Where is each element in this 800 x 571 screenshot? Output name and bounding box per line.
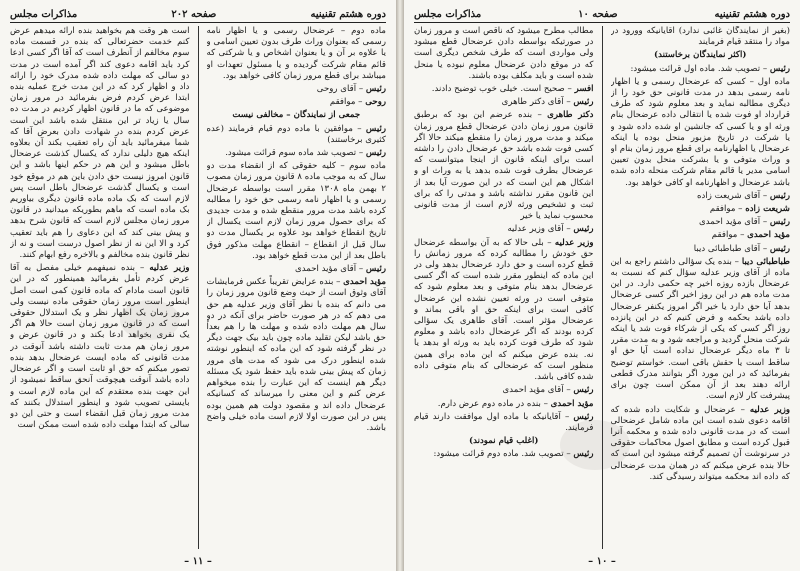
speech-text: – بنده در ماده دوم عرض دارم. (437, 398, 548, 409)
centered-note: (اکثر نمایندگان برخاستند) (654, 50, 747, 61)
speech-paragraph (414, 97, 594, 108)
paper-stain (120, 300, 180, 340)
speech-paragraph (207, 277, 387, 434)
speech-paragraph (414, 224, 594, 235)
right-page-columns (414, 26, 790, 549)
speaker-name: افسر (574, 84, 594, 95)
speech-text: – موافقم (711, 230, 745, 241)
right-page-header (414, 6, 790, 23)
column-divider (602, 26, 603, 549)
speech-paragraph (611, 64, 791, 75)
speech-text: – آقای وزیر عدلیه (507, 224, 571, 235)
speech-text: – بنده نمیفهمم خیلی مفصل به آقا عرض کردم تأمل بفرمائید همینطور که در این قانون است مادام که ماده قانون کمی است اصل اینطور است مرور زمان حقوقی ماده نیست ولی مرور زمان یک اظهار نظر و یک استدلال حقوقی است که در قانون مرور زمان است حالا هم اگر یک نفری بخواهد ادعا بکند و در قانون عرض و مرور زمان هم مدت ثابت داشته باشد آنوقت در مدت قانونی که ماده ایست عرضحال بدهد بنده تصور میکنم که حق او ثابت است و اگر عرضحال داده باشد آنوقت هیچوقت آنحق ساقط نمیشود از این جهت بنده معتقدم که این ماده لازم است و بایستی تصویب شود و اینطور استدلال بکنند که مدت مرور زمان قبل انقضاء است و حتی این دو سالی که ابتدا مهلت داده شده است ممکن است (10, 263, 190, 431)
speaker-name: طباطبائی دیبا (741, 256, 790, 267)
speech-text: – بنده عرایض تقریباً عکس فرمایشات آقای وثوق است از حیث وضع قانون مرور زمان را می دانم که بنده با نظر آقای وزیر عدلیه هم حق می دهم که در هر صورت حاضر برای آنکه در دو سال هم مهلت داده شده و مهلت ها را هم بعداً حق باشد لیکن تقلید ماده چون باید بیک جهت دیگر در نظر گرفته شود که این ماده که اینطور نوشته شده اینطور درک می شود که مدت های مرور زمان که پیش بینی شده باید حفظ شود یک مسئله دیگر هم اینست که این عبارت را بنده میخواهم عرض کنم و این معنی را میرساند که کسانیکه عرضحال داده اند و مقصود دولت هم همین بوده پس در این صورت اولا لازم است ماده خیلی واضح باشد. (206, 277, 386, 433)
header-title: مذاکرات مجلس (414, 8, 482, 20)
speaker-name: رئیس (573, 97, 594, 108)
right-page-number: – ۱۰ – (588, 556, 616, 567)
body-paragraph: است هر وقت هم بخواهید بنده ارائه میدهم عرض کنم خدمت حضرتعالی که بنده در قسمت ماده سوم مخالفم از آنطرف است که آقا اگر کسی ادعا کرد باید اقامه دعوی کند اگر آمده است در مدت دو سالی که مهلت داده شده مدرک خود را ارائه داد و اظهار کرد که در این مدت خرج عملیه بنده ابتدا عرض کردم فرض بفرمائید در مرور زمان موضوعی که ما در قانون اظهار کردیم در مدت ده سال یا زیاد تر این منتقل شده باشد این است عرض کردم بنده در شهادت دادن بعرض آقا که شما میفرمائید باید آن راه تعقیب بکند آن بعلاوه اینکه هیچ دلیلی ندارد که یکسال کذشت عرضحال باطل میشود و این هم در حکم اینها باشد و این قانون امروز نیست حق دادن باین هم در موقع خود است و یکسال گذشت عرضحال باطل است پس لازم است که بک ماده ماده قانون دیگری بیاوریم بک ماده است که ماهم بطوریکه میدانید در قانون مرور زمان مجلس لازم است که قانون شرح بدهد و پیش بینی کند که این دعاوی را هم باید تعقیب کرد و الا این نه از نظر اصول درست است و نه از نظر قانون بنده مخالفم و بالاخره رفع ابهام کنند. (10, 26, 190, 261)
speech-paragraph (611, 405, 791, 483)
speech-paragraph (414, 399, 594, 410)
speech-paragraph (207, 264, 387, 275)
speech-paragraph (10, 263, 190, 431)
body-paragraph: مطالب مطرح میشود که ناقص است و مرور زمان در صورتیکه بواسطه دادن عرضحال قطع میشود ولی مواردی است که طرف شخص دیگری است که در موقع دادن عرضحال معلوم نبوده یا منحل شده است و باید مکلف بوده باشند. (414, 26, 594, 81)
speaker-name: وزیر عدلیه (149, 263, 190, 274)
speaker-name: رئیس (365, 148, 386, 159)
speech-text: – تصویب شد. ماده اول قرائت میشود: (630, 63, 768, 74)
speech-text: – بلی حالا که به آن بواسطه عرضحال حق خودش را مطالبه کرده که مرور زمانش را قطع کرده است و حق دارد عرضحال بدهد ولی در این ماده که اینطور مقرر شده است که اگر کسی عرضحال بدهد بنام متوفی و بعد معلوم شود که متوفی است در ورثه تعیین نشده این عرضحال کافی است برای اینکه حق او باقی بماند و عرضحال مؤثر است. آقای طاهری یک سؤالی کرده بودند که اگر عرضحال داده باشد و معلوم شود که طرف فوت کرده باید به ورثه او بدهد یا نه. بنده عرض میکنم که این ماده برای همین منظور است که عرضحالی که بنام متوفی داده شده کافی باشد. (414, 237, 594, 383)
header-page-label: صفحه ۲۰۲ (171, 8, 217, 20)
speech-text: – تصویب شد. ماده دوم قرائت میشود: (433, 449, 571, 460)
speech-text: – آقای روحی (316, 84, 364, 95)
speech-text: – آقای مؤید احمدی (294, 264, 364, 275)
speech-paragraph (414, 385, 594, 396)
header-page-label: صفحه ۱۰ (578, 8, 618, 20)
speech-paragraph (207, 84, 387, 95)
speaker-name: شریعت زاده (745, 204, 790, 215)
speaker-name: رئیس (573, 385, 594, 396)
speech-text: – آقای شریعت زاده (697, 190, 768, 201)
speaker-name: مؤید احمدی (747, 230, 790, 241)
paper-stain (560, 420, 630, 470)
header-title: مذاکرات مجلس (10, 8, 78, 20)
speech-text: – بنده یک سؤالی داشتم راجع به این ماده از آقای وزیر عدلیه سؤال کنم که نسبت به عرضحال بازده روزه اخیر چه حکمی دارد. در این مدت ماده هم در این روز اخیر اگر کسی عرضحال بدهد آیا حق دارد یا خیر اگر امروز یکنفر عرضحال داده باشد بحکمه و فرض کنیم که در این پانزده روز اگر کسی که یکی از شرکاء فوت شد یا اینکه شرکت منحل گردید و مراجعه شود و به مدت مقرر تا ۳ ماه دیگر عرضحال نداده است آیا حق او ساقط است یا حقش باقی است. خواستم توضیح بفرمائید که در این مورد اگر بتوانند مدرک قطعی ارائه دهند بعد از آن ممکن است چون برای پیشرفت کار لازم است. (610, 256, 790, 402)
header-volume: دوره هشتم تقنینیه (310, 8, 386, 20)
speech-text: – صحیح است. خیلی خوب توضیح دادند. (431, 84, 572, 95)
speaker-name: رئیس (573, 411, 594, 422)
speech-text: – آقای طباطبائی دیبا (693, 243, 768, 254)
speaker-name: رئیس (769, 190, 790, 201)
speech-text: – آقای مؤید احمدی (698, 217, 768, 228)
speech-paragraph (611, 217, 791, 228)
left-col-b (207, 26, 387, 549)
speaker-name: رئیس (769, 217, 790, 228)
body-paragraph: (بغیر از نمایندگان غائبی ندارد) آقایانیکه وورود در مواد را منتقد قیام فرمایند (610, 26, 790, 48)
speaker-name: رئیس (365, 84, 386, 95)
left-col-a (10, 26, 190, 549)
speech-text: – موافقم (709, 204, 743, 215)
speaker-name: رئیس (365, 264, 386, 275)
speech-paragraph (611, 257, 791, 403)
speech-paragraph (207, 97, 387, 108)
left-page-number: – ۱۱ – (184, 556, 212, 567)
speaker-name: دکتر طاهری (547, 110, 594, 121)
speech-paragraph (414, 110, 594, 222)
left-page (0, 0, 396, 571)
speech-text: – موافقم (329, 97, 363, 108)
speaker-name: وزیر عدلیه (554, 237, 594, 248)
speaker-name: رئیس (769, 243, 790, 254)
speech-paragraph (611, 230, 791, 241)
speech-text: – آقای دکتر طاهری (501, 97, 571, 108)
speech-text: – آقایانیکه با ماده اول موافقت دارند قیام فرمایند. (414, 411, 594, 433)
body-paragraph: ماده سوم – کلیه حقوقی که از انقضاء مدت دو سال که به موجب ماده ۸ قانون مرور زمان مصوب ۲ بهمن ماه ۱۳۰۸ مقرر است بواسطه عرضحال رسمی و یا اظهار نامه رسمی حق خود را مطالبه کرده باشد مدت مرور منقطع شده و مدت جدیدی که برای حصول مرور زمان لازم است یکسال از تاریخ انقطاع خواهد بود علاوه بر یکسال مدت دو سال قبل از انقطاع – انقطاع مهلت مذکور فوق باطل بعد از این مدت قطع خواهد بود. (206, 161, 386, 261)
speech-paragraph (207, 124, 387, 146)
speaker-name: رئیس (769, 63, 790, 74)
left-page-header (10, 6, 386, 23)
column-divider (198, 26, 199, 549)
speaker-name: مؤید احمدی (343, 277, 386, 288)
speech-paragraph (207, 148, 387, 159)
speech-paragraph (611, 204, 791, 215)
speech-paragraph (414, 84, 594, 95)
speech-text: – عرضحال و شکایت داده شده که اقامه دعوی شده است این ماده شامل عرضحالی است که در مدت قانونی داده شده و محکمه آنرا قبول کرده است و مطابق اصول محاکمات حقوقی در سرنوشت آن تصمیم گرفته میشود این است که حالا بنده عرض میکنم که در همان مدت عرضحالی که داده اند محکمه میتواند رسیدگی کند. (610, 404, 790, 482)
speaker-name: مؤید احمدی (550, 398, 594, 409)
book-gutter (396, 0, 404, 571)
right-col-a (611, 26, 791, 549)
speaker-name: وزیر عدلیه (749, 404, 790, 415)
header-volume: دوره هشتم تقنینیه (714, 8, 790, 20)
body-paragraph: ماده دوم – عرضحال رسمی و یا اظهار نامه رسمی که بعنوان وراث طرف بدون تعیین اسامی و یا علاوه بر آن و یا بعنوان اشخاص و یا شرکتی که قائم مقام شرکت گردیده و یا مسئول تعهدات او میباشد برای قطع مرور زمان کافی خواهد بود. (206, 26, 386, 81)
body-paragraph: ماده اول – کسی که عرضحال رسمی و یا اظهار نامه رسمی بدهد در مدت قانونی حق خود را از دیگری مطالبه نماید و بعد معلوم شود که طرف قرارداد او فوت شده یا انتقالی داده عرضحال بنام ورثه او و یا کسی که جانشین او شده داده شود و یا شرکت در تاریخ مزبور منحل بوده یا اینکه عرضحال یا اظهارنامه برای قطع مرور زمان بنام او و وراث متوفی و یا بشرکت منحل بدون تعیین اسامی مدیر یا قائم مقام شرکت منحله داده شده باشد عرضحال و اظهارنامه او کافی خواهد بود. (610, 76, 790, 188)
speaker-name: رئیس (365, 123, 386, 134)
right-col-b (414, 26, 594, 549)
speaker-name: رئیس (573, 449, 594, 460)
speech-paragraph (414, 238, 594, 384)
speaker-name: روحی (365, 97, 386, 108)
speaker-name: رئیس (573, 224, 594, 235)
speech-text: – بنده عرضم این بود که برطبق قانون مرور زمان دادن عرضحال قطع مرور زمان میکند و مدت مرور زمان را منقطع میکند حالا اگر کسی فوت شده باشد حق عرضحال دادن را داشته است برای اینکه قانون از اینجا میتوانست که عرضحال بطرف فوت شده بدهد یا به وراث او و اشکال هم این است که در این صورت آیا بعد از این قانون مقرر نداشته باشد و مدتی را که برای ثبت و تشخیص ورثه لازم است از مدت قانونی محسوب نماید یا خیر (414, 110, 594, 222)
centered-note: (اغلب قیام نمودند) (469, 436, 539, 447)
speech-text: – آقای مؤید احمدی (502, 385, 571, 396)
speech-paragraph (611, 191, 791, 202)
speech-paragraph (611, 244, 791, 255)
left-page-columns (10, 26, 386, 549)
speech-text: – تصویب شد ماده سوم قرائت میشود. (225, 148, 364, 159)
right-page (404, 0, 800, 571)
centered-note: جمعی از نمایندگان – مخالفی نیست (232, 110, 361, 121)
speech-text: – موافقین با ماده دوم قیام فرمایند (عده کثیری برخاستند) (206, 123, 386, 145)
